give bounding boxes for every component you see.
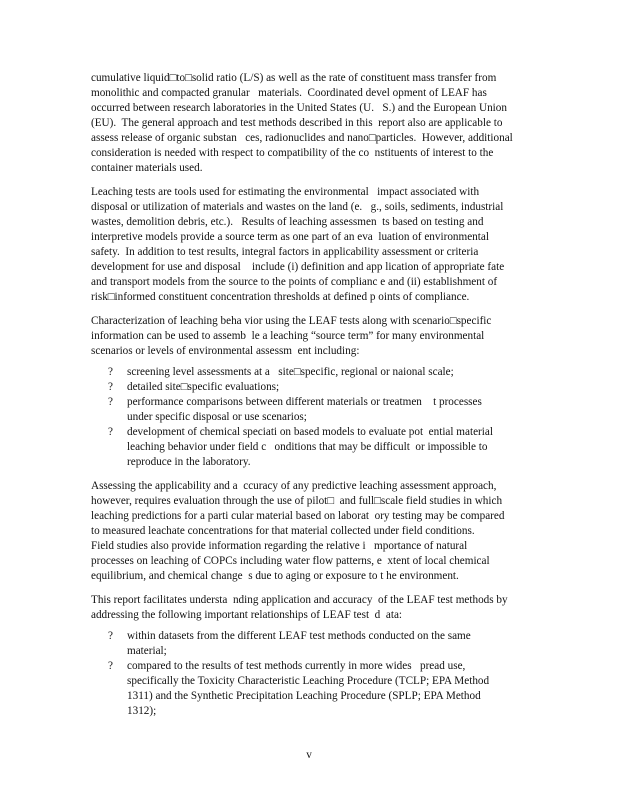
text-line: wastes, demolition debris, etc.). Results of leaching assessmen ts based on testing and xyxy=(91,216,484,228)
text-line: safety. In addition to test results, integral factors in applicability assessment or criteria xyxy=(91,246,479,258)
text-line: occurred between research laboratories in the United States (U. S.) and the European Union xyxy=(91,102,507,114)
bullet-list xyxy=(91,365,541,470)
text-line: performance comparisons between different materials or treatmen t processes xyxy=(127,396,482,408)
text-line: material; xyxy=(127,645,167,657)
paragraph xyxy=(91,479,541,584)
list-item xyxy=(91,365,541,380)
text-line: interpretive models provide a source term as one part of an eva luation of environmental xyxy=(91,231,489,243)
text-line: disposal or utilization of materials and wastes on the land (e. g., soils, sediments, industrial xyxy=(91,201,504,213)
page-number: v xyxy=(306,749,312,761)
text-line: 1311) and the Synthetic Precipitation Leaching Procedure (SPLP; EPA Method xyxy=(127,690,481,702)
text-line: information can be used to assemb le a leaching “source term” for many environmental xyxy=(91,330,485,342)
bullet-icon: ? xyxy=(108,381,113,393)
text-line: specifically the Toxicity Characteristic Leaching Procedure (TCLP; EPA Method xyxy=(127,675,490,687)
text-line: development for use and disposal include (i) definition and app lication of appropriate fate xyxy=(91,261,505,273)
text-line: This report facilitates understa nding application and accuracy of the LEAF test methods by xyxy=(91,594,508,606)
text-line: processes on leaching of COPCs including water flow patterns, e xtent of local chemical xyxy=(91,555,490,567)
text-line: equilibrium, and chemical change s due to aging or exposure to t he environment. xyxy=(91,570,459,582)
text-line: monolithic and compacted granular materials. Coordinated devel opment of LEAF has xyxy=(91,87,487,99)
paragraph xyxy=(91,71,541,176)
text-line: reproduce in the laboratory. xyxy=(127,456,251,468)
list-item xyxy=(91,380,541,395)
list-item xyxy=(91,659,541,719)
text-line: 1312); xyxy=(127,705,157,717)
text-line: under specific disposal or use scenarios; xyxy=(127,411,307,423)
text-line: leaching predictions for a parti cular material based on laborat ory testing may be compared xyxy=(91,510,505,522)
text-line: (EU). The general approach and test methods described in this report also are applicable to xyxy=(91,117,503,129)
text-line: detailed site□specific evaluations; xyxy=(127,381,280,393)
paragraph xyxy=(91,185,541,305)
text-line: container materials used. xyxy=(91,162,203,174)
text-line: compared to the results of test methods currently in more wides pread use, xyxy=(127,660,466,672)
bullet-icon: ? xyxy=(108,426,113,438)
paragraph xyxy=(91,593,541,623)
bullet-icon: ? xyxy=(108,366,113,378)
text-line: and transport models from the source to the points of complianc e and (ii) establishment of xyxy=(91,276,498,288)
bullet-icon: ? xyxy=(108,660,113,672)
text-line: Leaching tests are tools used for estimating the environmental impact associated with xyxy=(91,186,480,198)
list-item xyxy=(91,395,541,425)
text-line: development of chemical speciati on based models to evaluate pot ential material xyxy=(127,426,493,438)
bullet-list xyxy=(91,629,541,719)
text-line: to measured leachate concentrations for that material collected under field conditions. xyxy=(91,525,475,537)
text-line: assess release of organic substan ces, radionuclides and nano□particles. However, additional xyxy=(91,132,513,144)
text-line: cumulative liquid□to□solid ratio (L/S) as well as the rate of constituent mass transfer from xyxy=(91,72,497,84)
bullet-icon: ? xyxy=(108,630,113,642)
page-body xyxy=(91,71,541,728)
text-line: however, requires evaluation through the use of pilot□ and full□scale field studies in which xyxy=(91,495,503,507)
text-line: screening level assessments at a site□specific, regional or naional scale; xyxy=(127,366,454,378)
text-line: Assessing the applicability and a ccuracy of any predictive leaching assessment approach, xyxy=(91,480,497,492)
list-item xyxy=(91,425,541,470)
text-line: consideration is needed with respect to compatibility of the co nstituents of interest to the xyxy=(91,147,494,159)
text-line: leaching behavior under field c onditions that may be difficult or impossible to xyxy=(127,441,488,453)
bullet-icon: ? xyxy=(108,396,113,408)
text-line: within datasets from the different LEAF test methods conducted on the same xyxy=(127,630,471,642)
text-line: Characterization of leaching beha vior using the LEAF tests along with scenario□specific xyxy=(91,315,492,327)
list-item xyxy=(91,629,541,659)
text-line: risk□informed constituent concentration thresholds at defined p oints of compliance. xyxy=(91,291,470,303)
text-line: Field studies also provide information regarding the relative i mportance of natural xyxy=(91,540,468,552)
text-line: addressing the following important relationships of LEAF test d ata: xyxy=(91,609,403,621)
text-line: scenarios or levels of environmental assessm ent including: xyxy=(91,345,360,357)
paragraph xyxy=(91,314,541,359)
